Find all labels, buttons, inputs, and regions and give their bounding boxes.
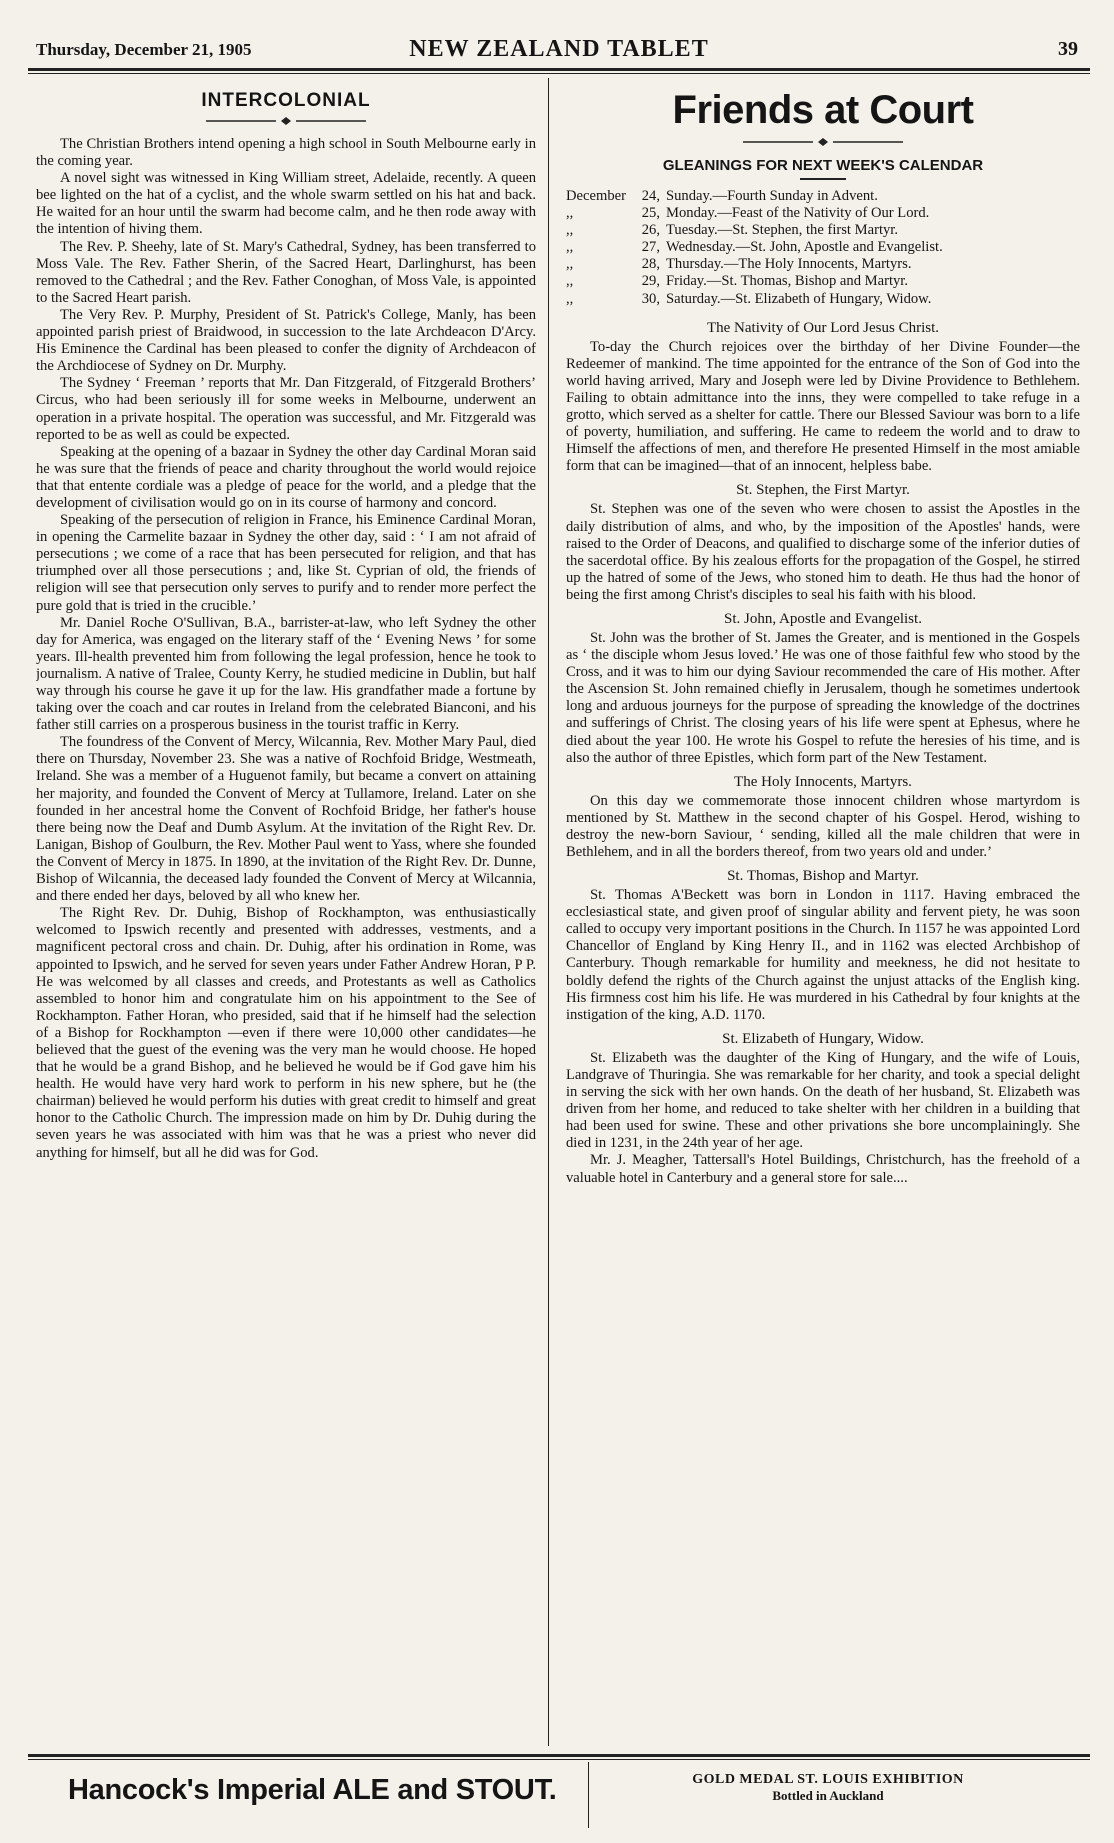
calendar-day: 24, (641, 188, 660, 204)
section-text: St. Stephen was one of the seven who were chosen to assist the Apostles in the daily distribution of alms, and who, by the imposition of the Apostles' hands, were raised to the Order of Deacons, and qualified to discharge some of the inferior duties of the sacerdotal office. By his zealous efforts for the propagation of the Gospel, he stirred up the hatred of some of the Jews, who stoned him to death. He thus had the honor of being the first among Christ's disciples to seal his faith with his blood. (566, 501, 1080, 603)
news-paragraph: The foundress of the Convent of Mercy, Wilcannia, Rev. Mother Mary Paul, died there on Thursday, November 23. She was a native of Rochfoid Bridge, Westmeath, Ireland. She was a member of a Huguenot family, but became a convert on attaining her majority, and founded the Convent of Mercy at Tullamore, Ireland. Later on she founded in her ancestral home the Convent of Rochfoid Bridge, her father's house there being now the Deaf and Dumb Asylum. At the invitation of the Right Rev. Dr. Lanigan, Bishop of Goulburn, the Rev. Mother Paul went to Yass, where she founded the Convent of Mercy in 1875. In 1890, at the invitation of the Right Rev. Dr. Dunne, Bishop of Wilcannia, the deceased lady founded the Convent of Mercy at Wilcannia, and there ended her days, beloved by all who knew her. (36, 734, 536, 905)
footer-rule (28, 1754, 1090, 1757)
calendar-feast: Thursday.—The Holy Innocents, Martyrs. (666, 256, 912, 273)
calendar-feast: Wednesday.—St. John, Apostle and Evangelist. (666, 239, 943, 256)
news-paragraph: The Right Rev. Dr. Duhig, Bishop of Rockhampton, was enthusiastically welcomed to Ipswich recently and presented with addresses, vestments, and a magnificent pectoral cross and chain. Dr. Duhig, after his ordination in Rome, was appointed to Ipswich, and he served for seven years under Father Andrew Horan, P P. He was welcomed by all classes and creeds, and Protestants as well as Catholics assembled to honor him and congratulate him on his appointment to the See of Rockhampton. Father Horan, who presided, said that if he himself had the selection of a Bishop for Rockhampton —even if there were 10,000 other candidates—he believed that the guest of the evening was the very man he would choose. He hoped that he would be a grand Bishop, and he believed he would be if God gave him his health. He would have very hard work to perform in his new sphere, but he (the chairman) believed he would perform his duties with great credit to himself and great honor to the Catholic Church. The impression made on him by Dr. Duhig during the seven years he was associated with him was that he was a priest who never did anything for himself, but all he did was for God. (36, 905, 536, 1161)
calendar-month: ,, (566, 256, 574, 273)
subtitle-underline (800, 178, 846, 180)
news-paragraph: The Sydney ‘ Freeman ’ reports that Mr. Dan Fitzgerald, of Fitzgerald Brothers’ Circus, who had been seriously ill for some weeks in Melbourne, underwent an operation in a private hospital. The operation was successful, and Mr. Fitzgerald was reported to be as well as could be expected. (36, 375, 536, 443)
calendar-day: 25, (641, 205, 660, 222)
masthead (28, 28, 1090, 62)
news-paragraph: Mr. Daniel Roche O'Sullivan, B.A., barrister-at-law, who left Sydney the other day for America, was engaged on the literary staff of the ‘ Evening News ’ for some years. Ill-health prevented him from following the legal profession, hence he took to journalism. A native of Tralee, County Kerry, he studied medicine in Dublin, but half way through his course he gave it up for the law. His grandfather made a fortune by taking over the coach and car routes in Ireland from the celebrated Bianconi, and his father still carries on a prosperous business in the tourist traffic in Kerry. (36, 614, 536, 734)
section-text: St. Elizabeth was the daughter of the King of Hungary, and the wife of Louis, Landgrave of Thuringia. She was remarkable for her charity, and took a special delight in serving the sick with her own hands. On the death of her husband, St. Elizabeth was driven from her home, and reduced to take shelter with her children in a building that had been used for swine. These and other privations she bore uncomplainingly. She died in 1231, in the 24th year of her age. (566, 1049, 1080, 1152)
section-heading: St. John, Apostle and Evangelist. (724, 610, 922, 627)
masthead-rule-thin (28, 73, 1090, 74)
news-paragraph: The Very Rev. P. Murphy, President of St. Patrick's College, Manly, has been appointed parish priest of Braidwood, in succession to the late Archdeacon D'Arcy. His Eminence the Cardinal has been pleased to confer the dignity of Archdeacon of the Archdiocese of Sydney on Dr. Murphy. (36, 306, 536, 375)
calendar-day: 26, (641, 222, 660, 239)
section-heading: St. Elizabeth of Hungary, Widow. (722, 1030, 924, 1047)
column-divider (548, 78, 549, 1746)
calendar-day: 29, (641, 273, 660, 290)
calendar-list (566, 188, 1080, 308)
calendar-feast: Sunday.—Fourth Sunday in Advent. (666, 188, 878, 204)
section-heading: The Holy Innocents, Martyrs. (734, 773, 912, 790)
news-paragraph: Speaking of the persecution of religion in France, his Eminence Cardinal Moran, in opening the Carmelite bazaar in Sydney the other day, said : ‘ I am not afraid of persecutions ; we come of a race that has been persecuted for religion, and that has triumphed over all those persecutions ; and, like St. Cyprian of old, the friends of religion will see that persecution only serves to purify and to render more perfect the pure gold that is tried in the crucible.’ (36, 512, 536, 614)
calendar-month: ,, (566, 239, 574, 256)
section-heading: The Nativity of Our Lord Jesus Christ. (706, 319, 940, 336)
section-text: To-day the Church rejoices over the birthday of her Divine Founder—the Redeemer of mankind. The time appointed for the entrance of the Son of God into the world having arrived, Mary and Joseph were led by Divine Providence to Bethlehem. Failing to obtain admittance into the inns, they were compelled to take refuge in a grotto, which served as a shelter for cattle. There our Blessed Saviour was born to a life of poverty, humiliation, and suffering. He came to redeem the world and to draw to Himself the affections of men, and therefore He presented Himself in the most amiable form that can be imagined—that of an innocent, helpless babe. (566, 338, 1080, 475)
calendar-entry (566, 273, 1080, 290)
calendar-feast: Tuesday.—St. Stephen, the first Martyr. (666, 222, 899, 239)
calendar-day: 30, (641, 290, 660, 307)
masthead-rule (28, 68, 1090, 71)
section-text: St. John was the brother of St. James the Greater, and is mentioned in the Gospels as ‘ the disciple whom Jesus loved.’ He was one of those faithful few who stood by the Cross, and it was to him our dying Saviour recommended the care of His mother. After the Ascension St. John remained chiefly in Jerusalem, though he sometimes undertook long and arduous journeys for the purpose of spreading the knowledge of the doctrines and sufferings of Christ. The closing years of his life were spent at Ephesus, where he died about the year 100. He wrote his Gospel to refute the heresies of his time, and is also the author of three Epistles, which form part of the New Testament. (566, 629, 1080, 766)
calendar-month: ,, (566, 205, 574, 222)
intercolonial-heading: INTERCOLONIAL (201, 90, 371, 111)
calendar-month: ,, (566, 222, 574, 239)
hotel-sale-notice: Mr. J. Meagher, Tattersall's Hotel Buildings, Christchurch, has the freehold of a valuable hotel in Canterbury and a general store for sale.... (566, 1152, 1080, 1186)
calendar-month: December (566, 188, 626, 204)
news-paragraph: Speaking at the opening of a bazaar in Sydney the other day Cardinal Moran said he was sure that the friends of peace and charity throughout the world would rejoice that that entente cordiale was a pledge of peace for the world, and a pledge that the development of civilisation would go on in its course of harmony and concord. (36, 443, 536, 511)
friends-at-court-heading: Friends at Court (672, 88, 974, 132)
ale-stout-advertisement: Hancock's Imperial ALE and STOUT. (68, 1774, 557, 1806)
newspaper-title: NEW ZEALAND TABLET (409, 36, 709, 62)
section-heading: St. Thomas, Bishop and Martyr. (727, 868, 919, 885)
gold-medal-line: GOLD MEDAL ST. LOUIS EXHIBITION (692, 1772, 964, 1787)
footer-divider (588, 1762, 589, 1828)
footer-rule-thin (28, 1759, 1090, 1760)
ornament-divider-icon (206, 116, 366, 126)
calendar-subtitle: GLEANINGS FOR NEXT WEEK'S CALENDAR (662, 157, 984, 174)
newspaper-page (28, 28, 1090, 1828)
calendar-entry (566, 256, 1080, 273)
section-text: On this day we commemorate those innocent children whose martyrdom is mentioned by St. Matthew in the second chapter of his Gospel. Herod, wishing to destroy the new-born Saviour, ‘ sending, killed all the male children that were in Bethlehem, and in all the borders thereof, from two years old and under.’ (566, 792, 1080, 860)
news-paragraph: The Rev. P. Sheehy, late of St. Mary's Cathedral, Sydney, has been transferred to Moss Vale. The Rev. Father Sherin, of the Sacred Heart, Darlinghurst, has been removed to the Cathedral ; and the Rev. Father Conoghan, of Moss Vale, is appointed to the Sacred Heart parish. (36, 238, 536, 306)
intercolonial-column (36, 88, 536, 1748)
calendar-feast: Friday.—St. Thomas, Bishop and Martyr. (666, 273, 909, 290)
calendar-entry (566, 188, 1080, 205)
ornament-divider-icon (743, 137, 903, 147)
calendar-entry (566, 222, 1080, 239)
calendar-day: 28, (641, 256, 660, 273)
calendar-entry (566, 239, 1080, 256)
calendar-day: 27, (641, 239, 660, 256)
news-paragraph: The Christian Brothers intend opening a high school in South Melbourne early in the coming year. (36, 136, 536, 170)
page-number: 39 (1058, 38, 1078, 60)
calendar-entry (566, 205, 1080, 222)
calendar-month: ,, (566, 273, 574, 290)
exhibition-advertisement (608, 1772, 1048, 1804)
calendar-entry (566, 291, 1080, 308)
section-heading: St. Stephen, the First Martyr. (736, 482, 910, 499)
calendar-feast: Saturday.—St. Elizabeth of Hungary, Widow. (666, 290, 932, 307)
bottled-line: Bottled in Auckland (772, 1788, 884, 1803)
section-text: St. Thomas A'Beckett was born in London in 1117. Having embraced the ecclesiastical state, and given proof of singular ability and fervent piety, he was soon called to occupy very important positions in the Church. In 1157 he was appointed Lord Chancellor of England by King Henry II., and in 1162 was elected Archbishop of Canterbury. Though remarkable for humility and meekness, he did not hesitate to boldly defend the rights of the Church against the unjust attacks of the English king. His firmness cost him his life. He was murdered in his Cathedral by four knights at the instigation of the king, A.D. 1170. (566, 887, 1080, 1023)
friends-at-court-column (566, 88, 1080, 1748)
calendar-feast: Monday.—Feast of the Nativity of Our Lord. (666, 205, 930, 222)
news-paragraph: A novel sight was witnessed in King William street, Adelaide, recently. A queen bee lighted on the hat of a cyclist, and the whole swarm settled on his hat and back. He waited for an hour until the swarm had become calm, and he then rode away with the intention of hiving them. (36, 170, 536, 238)
calendar-month: ,, (566, 290, 574, 307)
issue-date: Thursday, December 21, 1905 (36, 40, 252, 59)
